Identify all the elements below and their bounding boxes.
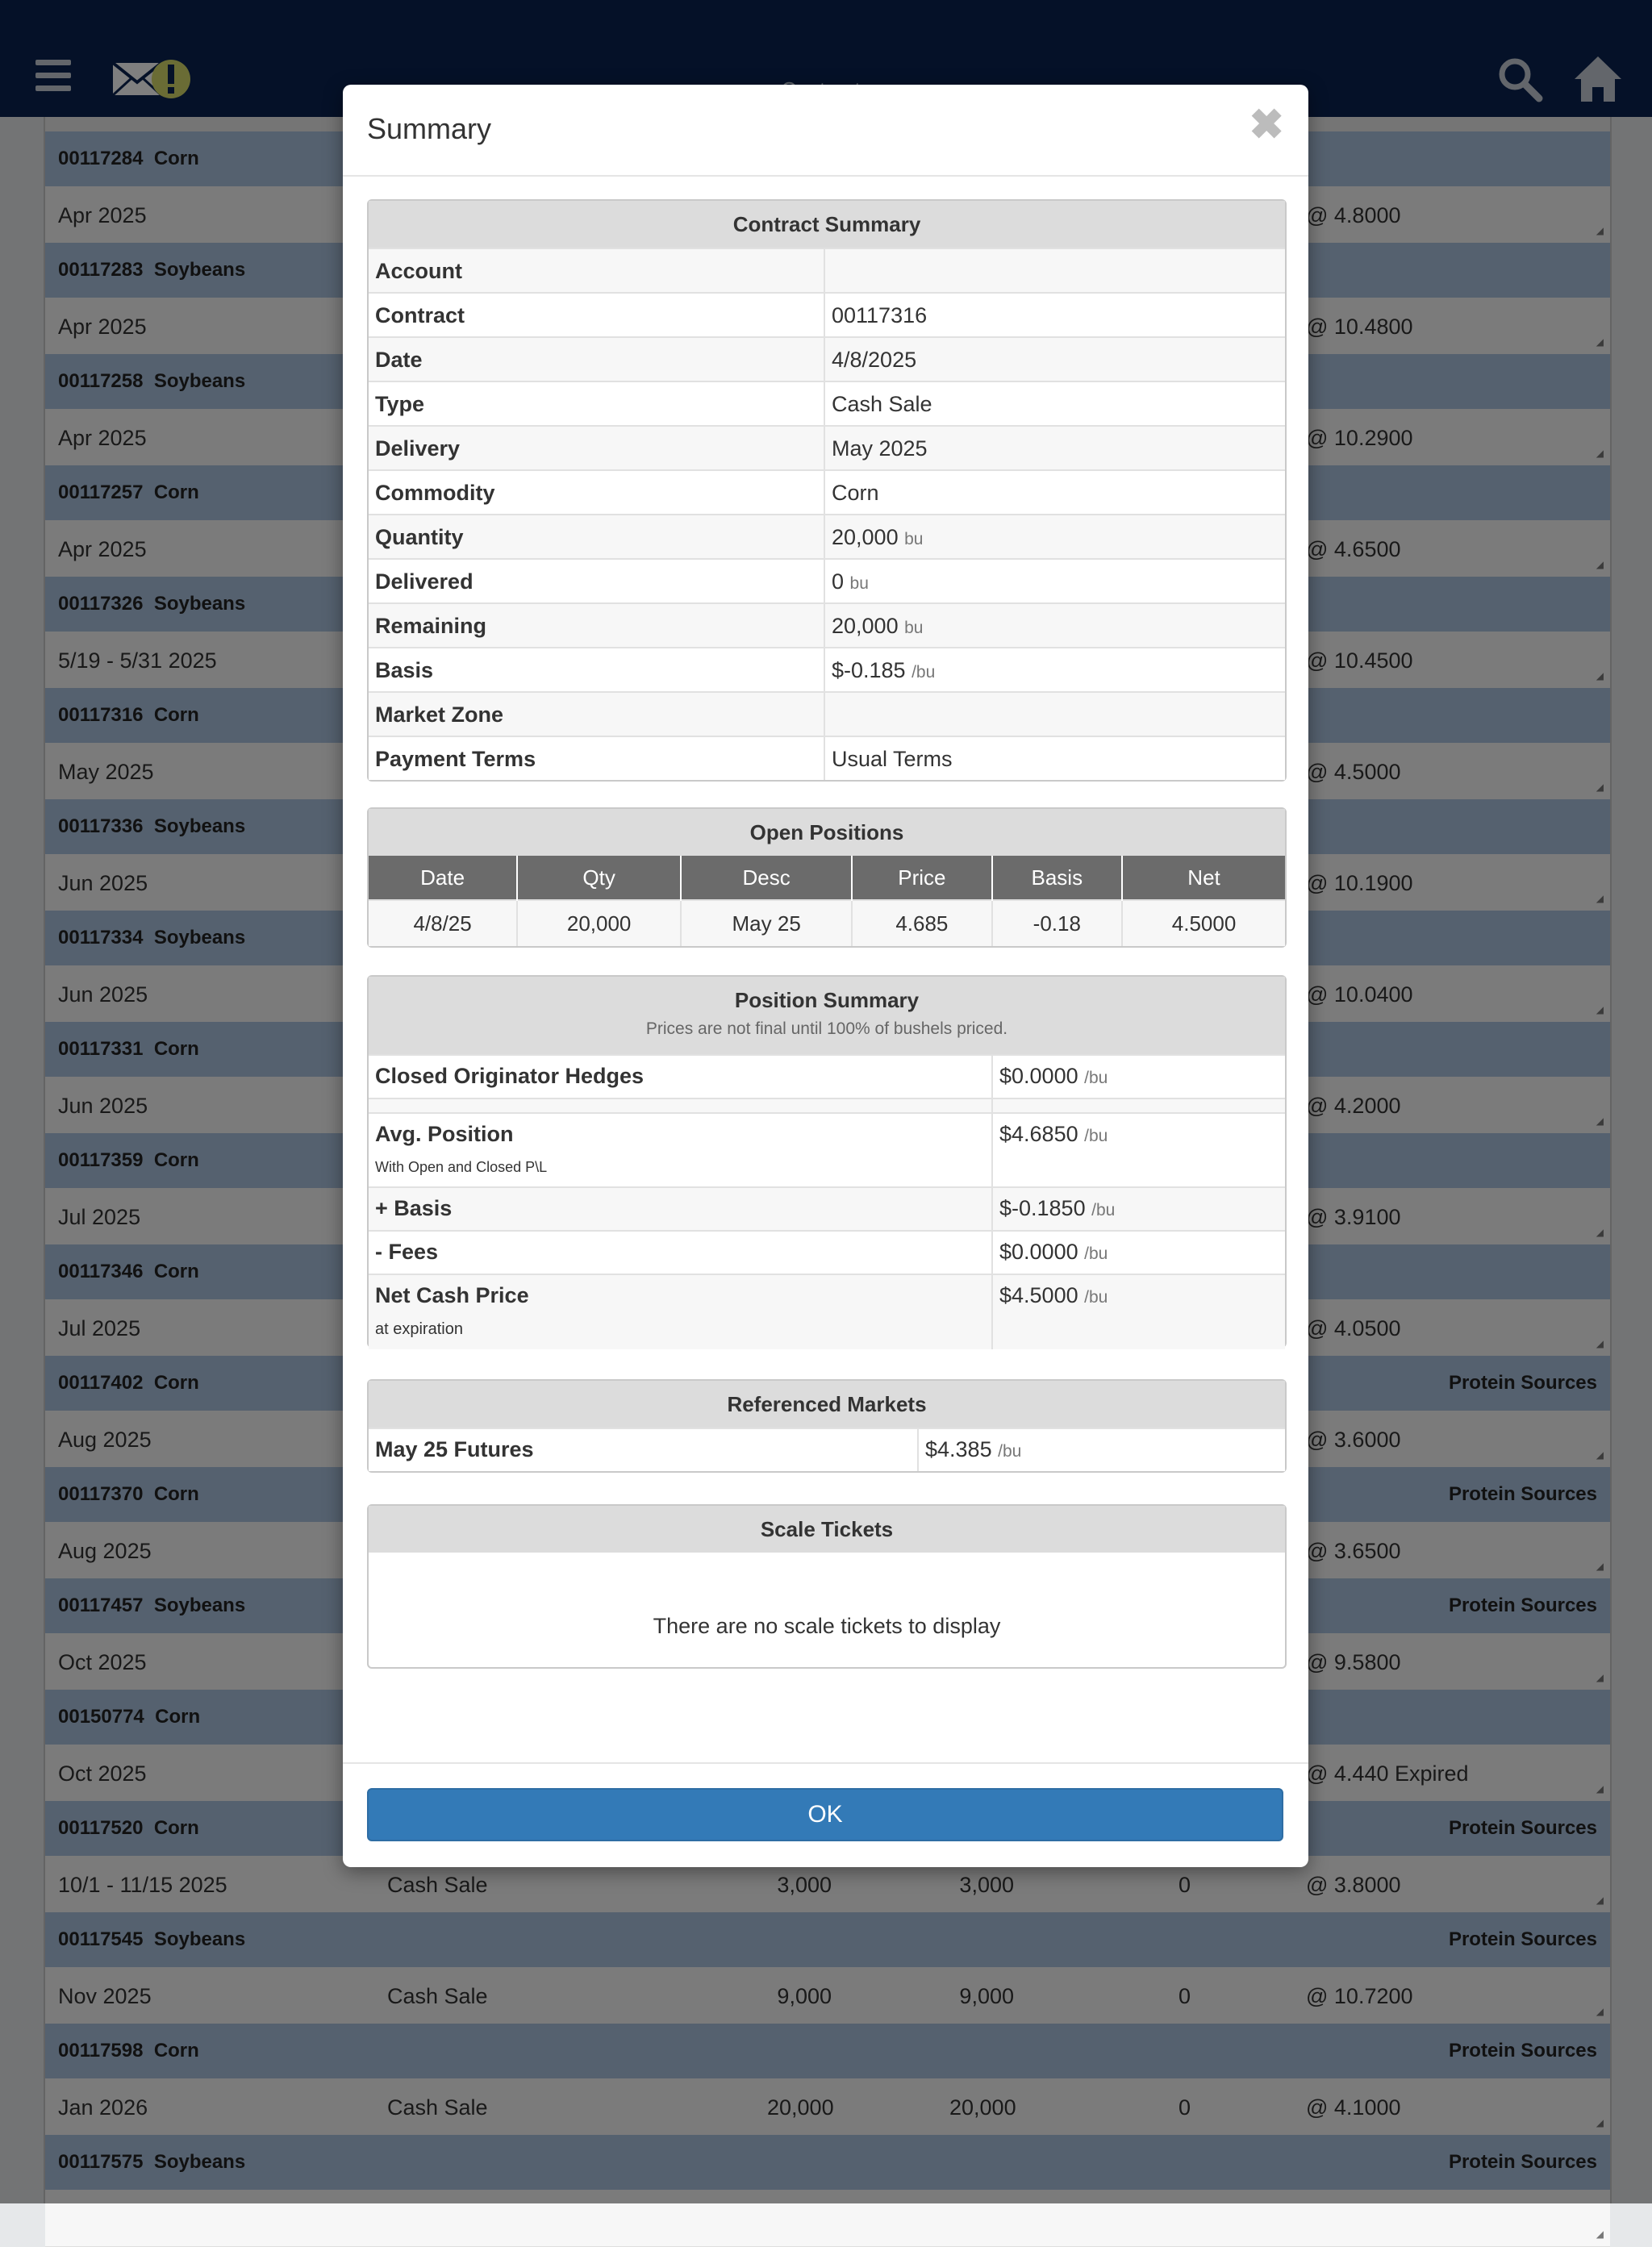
unit-label: bu	[904, 619, 924, 637]
summary-value-text: 00117316	[832, 303, 928, 327]
summary-row	[369, 691, 1285, 736]
ok-button[interactable]: OK	[367, 1788, 1283, 1841]
summary-row	[369, 736, 1285, 780]
position-summary-note: Prices are not final until 100% of bushels priced.	[645, 1019, 1008, 1038]
cell-divider	[824, 294, 825, 336]
open-positions-column-header: Qty	[517, 856, 681, 900]
summary-value-text: Usual Terms	[832, 747, 953, 771]
unit-label: /bu	[912, 663, 936, 682]
open-position-cell: 4.5000	[1122, 900, 1285, 946]
basis-row	[369, 1186, 1285, 1230]
referenced-market-row	[369, 1428, 1285, 1471]
summary-value	[832, 747, 953, 772]
summary-label: Date	[375, 348, 423, 372]
modal-footer	[343, 1762, 1308, 1869]
open-positions-column-header: Net	[1122, 856, 1285, 900]
open-position-cell: May 25	[681, 900, 852, 946]
basis-label: + Basis	[375, 1196, 453, 1220]
contract-summary-title: Contract Summary	[369, 201, 1285, 248]
summary-label: Remaining	[375, 614, 487, 638]
summary-value	[832, 303, 927, 328]
summary-label: Market Zone	[375, 702, 504, 727]
summary-value	[832, 569, 869, 594]
summary-value-text: Cash Sale	[832, 392, 932, 416]
referenced-market-value: $4.385 /bu	[925, 1437, 1022, 1461]
open-position-cell: 4.685	[852, 900, 991, 946]
summary-value	[832, 525, 923, 550]
cell-divider	[824, 338, 825, 381]
summary-row	[369, 469, 1285, 514]
unit-label: bu	[849, 574, 869, 593]
fees-value: $0.0000 /bu	[999, 1240, 1108, 1264]
open-positions-column-header: Basis	[992, 856, 1123, 900]
summary-value-text: May 2025	[832, 436, 928, 461]
cell-divider	[824, 737, 825, 780]
summary-label: Delivered	[375, 569, 473, 594]
modal-header	[343, 85, 1308, 177]
fees-label: - Fees	[375, 1240, 439, 1264]
summary-label: Basis	[375, 658, 434, 682]
open-position-cell: 20,000	[517, 900, 681, 946]
open-positions-header-row	[369, 856, 1285, 900]
scale-tickets-panel	[367, 1504, 1287, 1669]
cell-divider	[824, 249, 825, 292]
summary-label: Delivery	[375, 436, 461, 461]
summary-row	[369, 292, 1285, 336]
summary-row	[369, 248, 1285, 292]
unit-label: bu	[904, 530, 924, 548]
modal-title: Summary	[367, 112, 492, 145]
referenced-markets-panel	[367, 1379, 1287, 1473]
basis-value: $-0.1850 /bu	[999, 1196, 1116, 1220]
summary-label: Quantity	[375, 525, 464, 549]
summary-value	[832, 392, 932, 417]
open-position-cell: 4/8/25	[369, 900, 517, 946]
summary-value	[832, 348, 916, 373]
summary-row	[369, 381, 1285, 425]
scale-tickets-empty-message: There are no scale tickets to display	[653, 1614, 1001, 1638]
cell-divider	[824, 560, 825, 602]
summary-row	[369, 336, 1285, 381]
contract-summary-rows	[369, 248, 1285, 780]
closed-hedges-row	[369, 1054, 1285, 1098]
spacer-row	[369, 1098, 1285, 1112]
cell-divider	[824, 515, 825, 558]
summary-value	[832, 658, 935, 683]
open-position-row[interactable]	[369, 900, 1285, 946]
summary-label: Account	[375, 259, 462, 283]
open-positions-body	[369, 900, 1285, 946]
cell-divider	[824, 471, 825, 514]
summary-value-text: $-0.185	[832, 658, 906, 682]
summary-value-text: 20,000	[832, 525, 899, 549]
close-icon[interactable]: ✖	[1249, 102, 1284, 148]
net-cash-sub: at expiration	[375, 1320, 463, 1338]
net-cash-label: Net Cash Price	[375, 1283, 529, 1307]
position-summary-header	[369, 977, 1285, 1054]
open-position-cell: -0.18	[992, 900, 1123, 946]
summary-value	[832, 436, 928, 461]
summary-value	[832, 614, 923, 639]
scale-tickets-title: Scale Tickets	[369, 1506, 1285, 1553]
summary-value-text: 20,000	[832, 614, 899, 638]
open-positions-column-header: Price	[852, 856, 991, 900]
contract-summary-panel	[367, 199, 1287, 782]
closed-hedges-value: $0.0000 /bu	[999, 1064, 1108, 1088]
avg-position-value: $4.6850 /bu	[999, 1122, 1108, 1146]
summary-label: Commodity	[375, 481, 495, 505]
referenced-market-label: May 25 Futures	[375, 1437, 534, 1461]
summary-label: Contract	[375, 303, 465, 327]
avg-position-sub: With Open and Closed P\L	[375, 1159, 548, 1175]
summary-modal	[343, 85, 1308, 1867]
cell-divider	[824, 693, 825, 736]
cell-divider	[824, 648, 825, 691]
position-summary-title: Position Summary	[734, 988, 920, 1012]
closed-hedges-label: Closed Originator Hedges	[375, 1064, 645, 1088]
cell-divider	[824, 427, 825, 469]
open-positions-column-header: Desc	[681, 856, 852, 900]
open-positions-title: Open Positions	[369, 809, 1285, 856]
cell-divider	[824, 382, 825, 425]
cell-divider	[824, 604, 825, 647]
summary-row	[369, 514, 1285, 558]
fees-row	[369, 1230, 1285, 1274]
summary-row	[369, 602, 1285, 647]
summary-row	[369, 558, 1285, 602]
summary-value	[832, 481, 879, 506]
summary-label: Type	[375, 392, 425, 416]
summary-value-text: 4/8/2025	[832, 348, 917, 372]
net-cash-price-row	[369, 1274, 1285, 1349]
summary-row	[369, 425, 1285, 469]
summary-value-text: Corn	[832, 481, 879, 505]
open-positions-column-header: Date	[369, 856, 517, 900]
open-positions-table	[369, 856, 1285, 946]
net-cash-value: $4.5000 /bu	[999, 1283, 1108, 1307]
avg-position-label: Avg. Position	[375, 1122, 514, 1146]
summary-label: Payment Terms	[375, 747, 536, 771]
avg-position-row	[369, 1112, 1285, 1186]
referenced-markets-title: Referenced Markets	[369, 1381, 1285, 1428]
resize-grip-icon: ◢	[1596, 2228, 1604, 2240]
position-summary-panel	[367, 975, 1287, 1348]
summary-value-text: 0	[832, 569, 845, 594]
open-positions-panel	[367, 807, 1287, 948]
summary-row	[369, 647, 1285, 691]
